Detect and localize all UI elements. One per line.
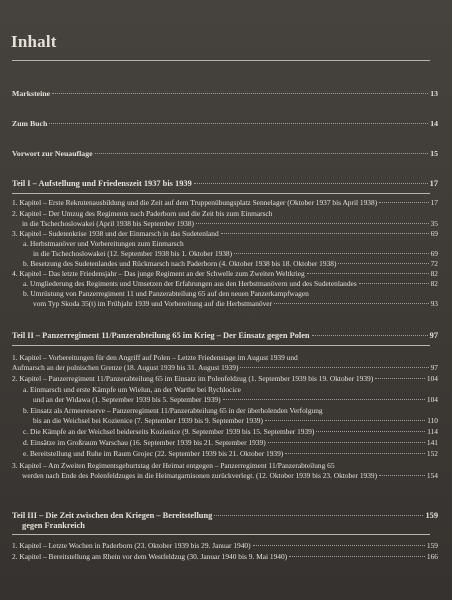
toc-entry-title: 2. Kapitel – Bereitstellung am Rhein vor dem Westfeldzug (30. Januar 1940 bis 9. Mai 1940) xyxy=(12,552,288,561)
toc-subentry xyxy=(12,385,438,404)
toc-page-number: 35 xyxy=(430,218,438,228)
toc-entry-title: e. Bereitstellung und Ruhe im Raum Grojec (22. September 1939 bis 21. Oktober 1939) xyxy=(23,449,284,458)
part-heading-2 xyxy=(12,331,438,341)
dot-leader xyxy=(379,202,428,203)
toc-entry-title: 4. Kapitel – Das letzte Friedensjahr – Das junge Regiment an der Schwelle zum Zweiten Weltkrieg xyxy=(12,269,305,278)
toc-entry-title: Marksteine xyxy=(12,89,51,98)
toc-entry xyxy=(12,198,438,208)
toc-entry-title: 1. Kapitel – Letzte Wochen in Paderborn (23. Oktober 1939 bis 29. Januar 1940) xyxy=(12,541,251,550)
dot-leader xyxy=(196,223,429,224)
toc-page-number: 104 xyxy=(426,374,438,383)
toc-entry-title: 2. Kapitel – Panzerregiment 11/Panzerabteilung 65 im Einsatz im Polenfeldzug (1. September 1939 bis 19. Oktober 1939) xyxy=(12,374,374,383)
part-heading-title: Teil II – Panzerregiment 11/Panzerabteilung 65 im Krieg – Der Einsatz gegen Polen xyxy=(12,331,310,340)
toc-entry-title-cont: werden nach Ende des Polenfeldzuges in die Heimatgarnisonen zurückverlegt. (12. Oktober 1939 bis 23. Oktober 1939) xyxy=(22,470,378,480)
page-title: Inhalt xyxy=(11,32,57,51)
toc-page-number: 154 xyxy=(426,470,438,480)
toc-page-number: 159 xyxy=(426,541,438,550)
toc-entry-title: b. Besetzung des Sudetenlandes und Rückmarsch nach Paderborn (4. Oktober 1938 bis 18. Oktober 1938) xyxy=(23,259,337,268)
dot-leader xyxy=(234,253,429,254)
dot-leader xyxy=(253,545,425,546)
part-heading-title: Teil III – Die Zeit zwischen den Kriegen – Bereitstellung xyxy=(12,511,213,520)
dot-leader xyxy=(359,283,429,284)
dot-leader xyxy=(95,153,429,154)
toc-page-number: 17 xyxy=(430,198,438,207)
toc-page-number: 82 xyxy=(430,279,438,288)
toc-entry-marksteine xyxy=(12,89,438,99)
toc-subentry xyxy=(12,406,438,425)
toc-subentry xyxy=(12,239,438,258)
part-rule xyxy=(12,534,430,535)
toc-page-number: 14 xyxy=(430,119,438,128)
dot-leader xyxy=(240,367,428,368)
toc-entry-title: b. Einsatz als Armeereserve – Panzerregiment 11/Panzerabteilung 65 in der überholenden Verfolgung xyxy=(23,406,323,415)
toc-subentry xyxy=(12,289,438,308)
dot-leader xyxy=(49,123,428,124)
toc-page-number: 159 xyxy=(425,511,438,520)
toc-page-number: 114 xyxy=(427,427,438,436)
toc-page-number: 93 xyxy=(430,298,438,308)
toc-entry-title: a. Herbstmanöver und Vorbereitungen zum Einmarsch xyxy=(23,239,184,248)
toc-entry-title: Vorwort zur Neuauflage xyxy=(12,149,93,158)
toc-entry-title-cont: bis an die Weichsel bei Kozienice (7. September 1939 bis 9. September 1939) xyxy=(33,415,263,425)
dot-leader xyxy=(194,183,428,184)
toc-subentry xyxy=(12,427,438,437)
toc-entry-title-cont: Aufmarsch an der polnischen Grenze (18. August 1939 bis 31. August 1939) xyxy=(12,362,239,372)
toc-page-number: 166 xyxy=(426,552,438,561)
toc-entry-vorwort xyxy=(12,149,438,159)
dot-leader xyxy=(289,556,425,557)
toc-entry-zum-buch xyxy=(12,119,438,129)
toc-page-number: 17 xyxy=(429,179,438,188)
dot-leader xyxy=(221,233,429,234)
dot-leader xyxy=(307,273,429,274)
toc-page-number: 69 xyxy=(430,248,438,258)
toc-entry xyxy=(12,541,438,551)
dot-leader xyxy=(223,399,425,400)
part-heading-3 xyxy=(12,511,438,530)
toc-page-number: 97 xyxy=(429,331,438,340)
toc-page-number: 72 xyxy=(430,259,438,268)
toc-page-number: 82 xyxy=(430,269,438,278)
toc-entry-title-cont: vom Typ Skoda 35(t) im Frühjahr 1939 und Vorbereitung auf die Herbstmanöver xyxy=(33,298,273,308)
toc-page-number: 13 xyxy=(430,89,438,98)
dot-leader xyxy=(268,442,425,443)
toc-subentry xyxy=(12,279,438,289)
toc-page-number: 69 xyxy=(430,229,438,238)
dot-leader xyxy=(274,303,429,304)
toc-entry-title-cont: in die Tschechoslowakei (12. September 1938 bis 1. Oktober 1938) xyxy=(33,248,233,258)
toc-entry xyxy=(12,461,438,480)
toc-page-number: 152 xyxy=(426,449,438,458)
toc-entry xyxy=(12,209,438,228)
dot-leader xyxy=(338,263,428,264)
toc-subentry xyxy=(12,438,438,448)
toc-entry-title: d. Einsätze im Großraum Warschau (16. September 1939 bis 21. September 1939) xyxy=(23,438,266,447)
toc-entry-title: a. Einmarsch und erste Kämpfe um Wielun, an der Warthe bei Rychlocice xyxy=(23,385,241,394)
toc-subentry xyxy=(12,449,438,459)
toc-page-number: 110 xyxy=(427,415,438,425)
toc-entry-title: b. Umrüstung von Panzerregiment 11 und Panzerabteilung 65 auf den neuen Panzerkampfwagen xyxy=(23,289,309,298)
part-rule xyxy=(12,345,430,346)
toc-page-number: 141 xyxy=(426,438,438,447)
toc-entry xyxy=(12,353,438,372)
toc-entry xyxy=(12,374,438,384)
toc-page-number: 97 xyxy=(430,362,438,372)
toc-entry-title: Zum Buch xyxy=(12,119,48,128)
part-rule xyxy=(12,193,430,194)
dot-leader xyxy=(375,378,425,379)
dot-leader xyxy=(285,453,425,454)
part-heading-title: Teil I – Aufstellung und Friedenszeit 1937 bis 1939 xyxy=(12,179,192,188)
toc-entry xyxy=(12,229,438,239)
dot-leader xyxy=(214,515,423,516)
toc-entry-title: 1. Kapitel – Vorbereitungen für den Angriff auf Polen – Letzte Friedenstage im August 1939 und xyxy=(12,353,298,362)
toc-entry-title: a. Umgliederung des Regiments und Umsetzen der Erfahrungen aus den Herbstmanövern und des Sudetenlandes xyxy=(23,279,357,288)
toc-entry xyxy=(12,552,438,562)
title-rule xyxy=(12,60,430,61)
part-heading-1 xyxy=(12,179,438,189)
dot-leader xyxy=(52,93,428,94)
toc-entry-title-cont: in die Tschechoslowakei (April 1938 bis September 1938) xyxy=(22,218,194,228)
toc-entry xyxy=(12,269,438,279)
toc-entry-title: 1. Kapitel – Erste Rekrutenausbildung und die Zeit auf dem Truppenübungsplatz Sennelager (Oktober 1937 bis April 1938) xyxy=(12,198,378,207)
dot-leader xyxy=(316,431,425,432)
dot-leader xyxy=(312,335,428,336)
toc-entry-title: 2. Kapitel – Der Umzug des Regiments nach Paderborn und die Zeit bis zum Einmarsch xyxy=(12,209,273,218)
toc-entry-title: c. Die Kämpfe an der Weichsel beiderseits Kozienice (9. September 1939 bis 15. September 1939) xyxy=(23,427,315,436)
toc-subentry xyxy=(12,259,438,269)
toc-page-number: 104 xyxy=(426,394,438,404)
toc-entry-title: 3. Kapitel – Sudetenkrise 1938 und der Einmarsch in das Sudetenland xyxy=(12,229,219,238)
toc-page-number: 15 xyxy=(430,149,438,158)
part-heading-title-cont: gegen Frankreich xyxy=(22,520,85,530)
dot-leader xyxy=(379,475,425,476)
toc-entry-title-cont: und an der Widawa (1. September 1939 bis 5. September 1939) xyxy=(33,394,221,404)
toc-entry-title: 3. Kapitel – Am Zweiten Regimentsgeburtstag der Heimat entgegen – Panzerregiment 11/Panzerabteilung 65 xyxy=(12,461,335,470)
dot-leader xyxy=(265,420,425,421)
